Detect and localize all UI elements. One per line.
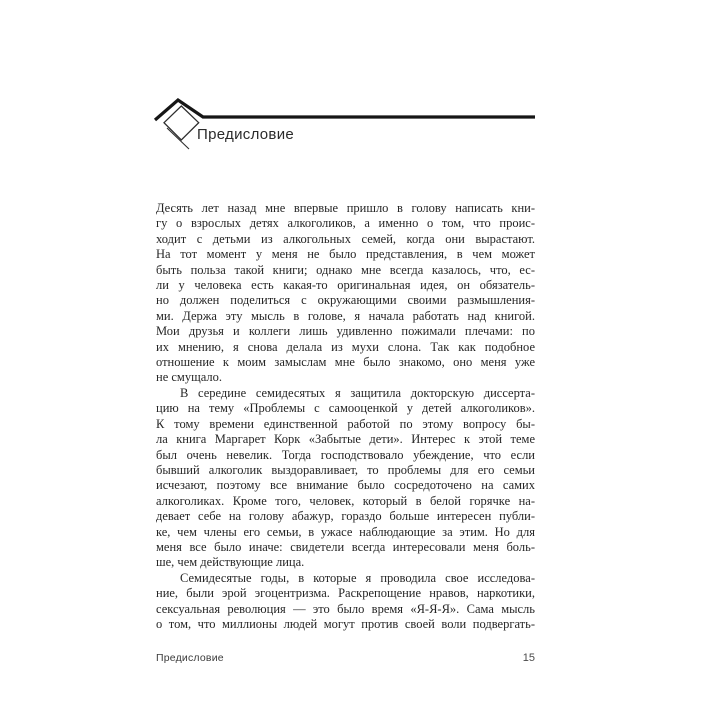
- text-line: На тот момент у меня не было представления, в чем может: [156, 247, 535, 262]
- text-line: В середине семидесятых я защитила докторскую диссерта-: [180, 385, 535, 400]
- text-line: К тому времени единственной работой по этому вопросу бы-: [156, 416, 535, 431]
- running-header: Предисловие: [156, 652, 224, 664]
- text-line: ми. Держа эту мысль в голове, я начала работать над книгой.: [156, 308, 535, 323]
- text-line: ла книга Маргарет Корк «Забытые дети». Интерес к этой теме: [156, 432, 535, 447]
- text-line: Мои друзья и коллеги лишь удивленно пожимали плечами: по: [156, 324, 535, 339]
- text-line: сексуальная революция — это было время «Я-Я-Я». Сама мысль: [156, 601, 535, 616]
- text-line: быть польза такой книги; однако мне всегда казалось, что, ес-: [156, 262, 535, 277]
- text-line: но должен поделиться с окружающими своими размышления-: [156, 293, 535, 308]
- text-line: ние, были эрой эгоцентризма. Раскрепощение нравов, наркотики,: [156, 586, 535, 601]
- text-line: бывший алкоголик выздоравливает, то проблемы для его семьи: [156, 462, 535, 477]
- text-line: девает себе на голову абажур, гораздо больше интересен публи-: [156, 509, 535, 524]
- text-line: исчезают, поэтому все внимание было сосредоточено на самих: [156, 478, 535, 493]
- text-line: Семидесятые годы, в которые я проводила свое исследова-: [180, 570, 535, 585]
- text-line: ке, чем члены его семьи, в ужасе наблюдающие за этим. Но для: [156, 524, 535, 539]
- text-line: ше, чем действующие лица.: [156, 555, 305, 570]
- text-line: Десять лет назад мне впервые пришло в голову написать кни-: [156, 201, 535, 215]
- text-line: их мнению, я снова делала из мухи слона. Так как подобное: [156, 339, 535, 354]
- text-line: ходит с детьми из алкогольных семей, когда они вырастают.: [156, 231, 535, 246]
- page-footer: [156, 652, 535, 664]
- text-line: цию на тему «Проблемы с самооценкой у детей алкоголиков».: [156, 401, 535, 416]
- text-line: отношение к моим замыслам мне было знакомо, оно меня уже: [156, 355, 535, 370]
- body-text: [156, 201, 535, 632]
- text-line: алкоголиках. Кроме того, человек, который в белой горячке на-: [156, 493, 535, 508]
- text-line: о том, что миллионы людей могут против своей воли подвергать-: [156, 616, 535, 631]
- text-line: ли у человека есть какая-то оригинальная идея, он обязатель-: [156, 278, 535, 293]
- chapter-title: Предисловие: [197, 126, 295, 143]
- page-number: 15: [522, 652, 535, 664]
- chapter-header: [150, 95, 540, 160]
- text-line: гу о взрослых детях алкоголиков, а именно о том, что проис-: [156, 216, 535, 231]
- text-line: был очень невелик. Тогда господствовало убеждение, что если: [156, 447, 535, 462]
- text-line: не смущало.: [156, 370, 222, 385]
- text-line: меня все было иначе: свидетели всегда интересовали меня боль-: [156, 539, 535, 554]
